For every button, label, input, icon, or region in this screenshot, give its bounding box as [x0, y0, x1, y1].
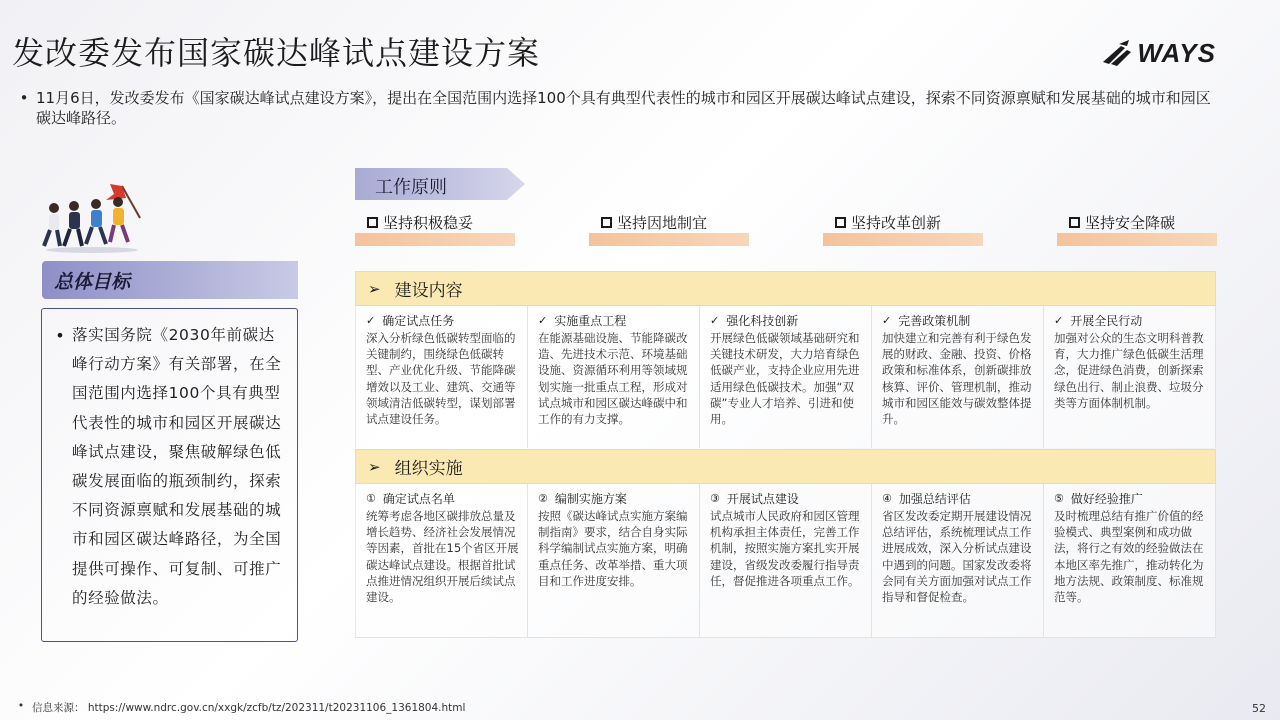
construction-columns — [355, 306, 1216, 448]
cell-title: 强化科技创新 — [726, 313, 799, 328]
arrow-bullet-icon: ➢ — [368, 457, 381, 476]
cell-text: 深入分析绿色低碳转型面临的关键制约，围绕绿色低碳转型、产业优化升级、节能降碳增效以及工业、建筑、交通等领域清洁低碳转型，谋划部署试点建设任务。 — [366, 331, 516, 427]
check-icon: ✓ — [538, 313, 548, 327]
principle-bar — [1057, 233, 1217, 246]
construction-cell — [1043, 306, 1216, 448]
ways-logo-mark-icon — [1099, 38, 1135, 68]
goal-label: 总体目标 — [42, 261, 298, 299]
construction-cell — [871, 306, 1043, 448]
cell-title: 加强总结评估 — [898, 491, 971, 506]
construction-cell — [355, 306, 527, 448]
page-title: 发改委发布国家碳达峰试点建设方案 — [12, 34, 541, 72]
checkbox-icon — [601, 217, 612, 228]
cell-text: 开展绿色低碳领域基础研究和关键技术研发，大力培育绿色低碳产业，支持企业应用先进适用绿色低碳技术。加强“双碳”专业人才培养、引进和使用。 — [710, 331, 860, 427]
bullet-icon: • — [17, 700, 25, 712]
implementation-cell — [871, 484, 1043, 638]
cell-title: 确定试点任务 — [382, 313, 455, 328]
cell-text: 加快建立和完善有利于绿色发展的财政、金融、投资、价格政策和标准体系，创新碳排放核算、评价、管理机制，推动城市和园区能效与碳效整体提升。 — [882, 331, 1032, 427]
logo-text: WAYS — [1137, 37, 1216, 68]
principle-label: 坚持改革创新 — [851, 213, 942, 232]
implementation-label: 组织实施 — [394, 459, 463, 479]
principle-item — [589, 212, 749, 246]
implementation-band — [355, 449, 1216, 484]
cell-title: 开展全民行动 — [1070, 313, 1143, 328]
check-icon: ✓ — [882, 313, 892, 327]
principle-bar — [355, 233, 515, 246]
running-people-flag-icon — [40, 178, 150, 254]
principle-label: 坚持积极稳妥 — [383, 213, 474, 232]
table-bottom-rule — [355, 637, 1216, 638]
intro-paragraph — [12, 88, 1212, 128]
cell-title: 开展试点建设 — [726, 491, 799, 506]
step-number-icon: ① — [366, 491, 376, 505]
cell-title: 完善政策机制 — [898, 313, 971, 328]
principle-bar — [589, 233, 749, 246]
construction-cell — [699, 306, 871, 448]
goal-text: 落实国务院《2030年前碳达峰行动方案》有关部署，在全国范围内选择100个具有典型代表性的城市和园区开展碳达峰试点建设，聚焦破解绿色低碳发展面临的瓶颈制约，探索不同资源禀赋和发展基础的城市和园区碳达峰路径，为全国提供可操作、可复制、可推广的经验做法。 — [72, 326, 282, 607]
cell-title: 确定试点名单 — [382, 491, 455, 506]
bullet-icon: • — [19, 89, 29, 107]
cell-text: 加强对公众的生态文明科普教育，大力推广绿色低碳生活理念，促进绿色消费，创新探索绿色出行、制止浪费、垃圾分类等方面体制机制。 — [1054, 331, 1204, 410]
checkbox-icon — [835, 217, 846, 228]
implementation-cell — [699, 484, 871, 638]
step-number-icon: ④ — [882, 491, 892, 505]
source-text: 信息来源： https://www.ndrc.gov.cn/xxgk/zcfb/tz/202311/t20231106_1361804.html — [32, 702, 466, 714]
cell-title: 实施重点工程 — [554, 313, 627, 328]
principles-header — [355, 168, 525, 200]
construction-cell — [527, 306, 699, 448]
check-icon: ✓ — [1054, 313, 1064, 327]
construction-band — [355, 271, 1216, 306]
cell-text: 按照《碳达峰试点实施方案编制指南》要求，结合自身实际科学编制试点实施方案，明确重点任务、改革举措、重大项目和工作进度安排。 — [538, 509, 688, 588]
principle-label: 坚持因地制宜 — [617, 213, 708, 232]
principles-header-label: 工作原则 — [375, 177, 447, 198]
cell-text: 试点城市人民政府和园区管理机构承担主体责任，完善工作机制，按照实施方案扎实开展建设，省级发改委履行指导责任，督促推进各项重点工作。 — [710, 509, 860, 588]
implementation-columns — [355, 484, 1216, 638]
intro-text: 11月6日，发改委发布《国家碳达峰试点建设方案》，提出在全国范围内选择100个具有典型代表性的城市和园区开展碳达峰试点建设，探索不同资源禀赋和发展基础的城市和园区碳达峰路径。 — [36, 89, 1211, 127]
principle-item — [355, 212, 515, 246]
content-table — [355, 271, 1216, 638]
goal-box — [41, 308, 298, 642]
principle-label: 坚持安全降碳 — [1085, 213, 1176, 232]
step-number-icon: ③ — [710, 491, 720, 505]
implementation-cell — [1043, 484, 1216, 638]
checkbox-icon — [1069, 217, 1080, 228]
construction-label: 建设内容 — [394, 281, 463, 301]
implementation-cell — [355, 484, 527, 638]
check-icon: ✓ — [366, 313, 376, 327]
step-number-icon: ⑤ — [1054, 491, 1064, 505]
check-icon: ✓ — [710, 313, 720, 327]
source-note — [10, 700, 465, 715]
bullet-icon: • — [55, 326, 65, 345]
principle-item — [1057, 212, 1217, 246]
cell-title: 编制实施方案 — [554, 491, 627, 506]
arrow-bullet-icon: ➢ — [368, 279, 381, 298]
page-number: 52 — [1252, 702, 1266, 715]
cell-text: 及时梳理总结有推广价值的经验模式、典型案例和成功做法，将行之有效的经验做法在本地区率先推广，推动转化为地方法规、政策制度、标准规范等。 — [1054, 509, 1204, 605]
ways-logo — [1099, 36, 1216, 70]
step-number-icon: ② — [538, 491, 548, 505]
implementation-cell — [527, 484, 699, 638]
checkbox-icon — [367, 217, 378, 228]
cell-text: 统筹考虑各地区碳排放总量及增长趋势、经济社会发展情况等因素，首批在15个省区开展碳达峰试点建设。根据首批试点推进情况组织开展后续试点建设。 — [366, 509, 519, 605]
cell-text: 在能源基础设施、节能降碳改造、先进技术示范、环境基础设施、资源循环利用等领域规划实施一批重点工程，形成对试点城市和园区碳达峰碳中和工作的有力支撑。 — [538, 331, 688, 427]
cell-text: 省区发改委定期开展建设情况总结评估，系统梳理试点工作进展成效，深入分析试点建设中遇到的问题。国家发改委将会同有关方面加强对试点工作指导和督促检查。 — [882, 509, 1032, 605]
principle-item — [823, 212, 983, 246]
principle-bar — [823, 233, 983, 246]
cell-title: 做好经验推广 — [1070, 491, 1143, 506]
